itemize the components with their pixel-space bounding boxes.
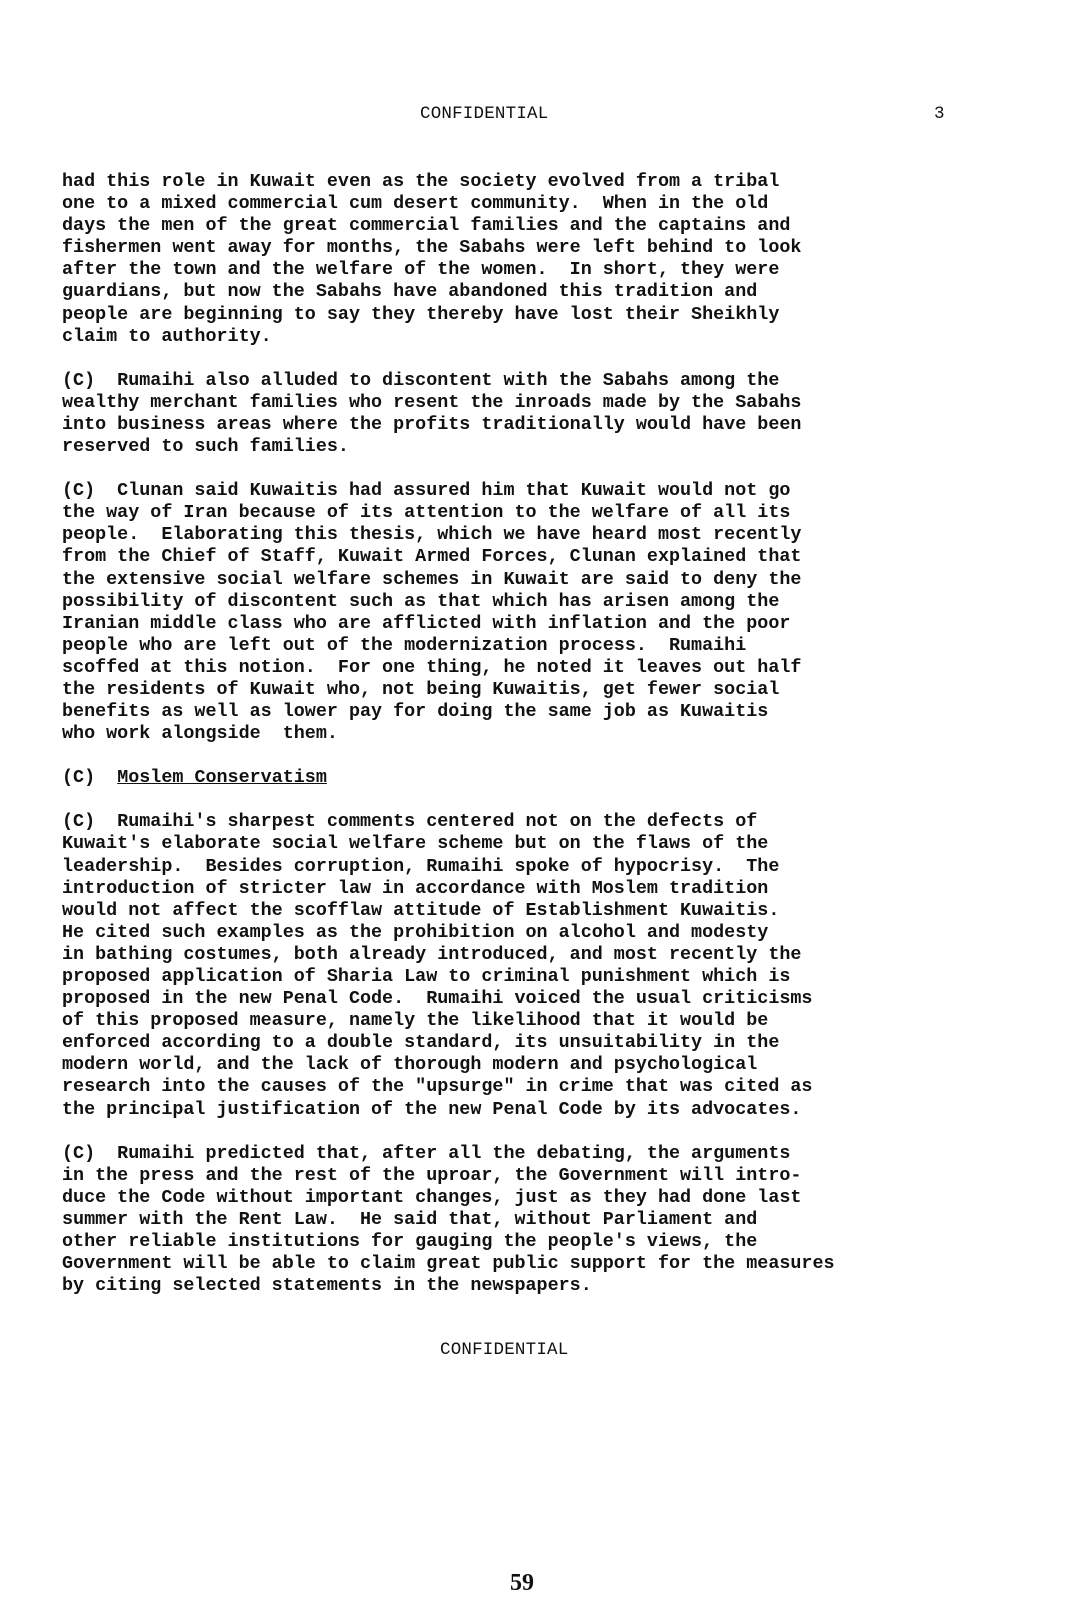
text-line: benefits as well as lower pay for doing the same job as Kuwaitis bbox=[62, 701, 769, 723]
text-line: (C) Rumaihi also alluded to discontent with the Sabahs among the bbox=[62, 369, 780, 391]
text-line: of this proposed measure, namely the likelihood that it would be bbox=[62, 1010, 769, 1032]
heading-title: Moslem Conservatism bbox=[117, 767, 327, 789]
text-line: the residents of Kuwait who, not being Kuwaitis, get fewer social bbox=[62, 678, 780, 700]
text-line: other reliable institutions for gauging the people's views, the bbox=[62, 1231, 758, 1253]
text-line: proposed application of Sharia Law to criminal punishment which is bbox=[62, 966, 791, 987]
text-line: the extensive social welfare schemes in Kuwait are said to deny the bbox=[62, 568, 802, 590]
text-line: the way of Iran because of its attention to the welfare of all its bbox=[62, 502, 791, 524]
text-line: Iranian middle class who are afflicted with inflation and the poor bbox=[62, 612, 791, 634]
text-line: in bathing costumes, both already introduced, and most recently the bbox=[62, 943, 802, 965]
text-line: modern world, and the lack of thorough modern and psychological bbox=[62, 1054, 758, 1076]
text-line: (C) Rumaihi's sharpest comments centered not on the defects of bbox=[62, 811, 758, 833]
section-heading bbox=[62, 767, 1062, 789]
text-line: He cited such examples as the prohibition on alcohol and modesty bbox=[62, 921, 769, 943]
footer-page-number: 59 bbox=[510, 1570, 534, 1596]
text-line: people who are left out of the modernization process. Rumaihi bbox=[62, 634, 747, 656]
paragraph bbox=[62, 480, 1062, 745]
text-line: days the men of the great commercial families and the captains and bbox=[62, 215, 791, 237]
text-line: claim to authority. bbox=[62, 325, 272, 347]
text-line: one to a mixed commercial cum desert community. When in the old bbox=[62, 193, 769, 215]
paragraph bbox=[62, 171, 1062, 348]
text-line: scoffed at this notion. For one thing, he noted it leaves out half bbox=[62, 656, 802, 678]
text-line: introduction of stricter law in accordance with Moslem tradition bbox=[62, 877, 769, 899]
heading-line bbox=[62, 767, 1062, 789]
footer-classification: CONFIDENTIAL bbox=[440, 1340, 569, 1360]
paragraph bbox=[62, 811, 1062, 1120]
header-classification: CONFIDENTIAL bbox=[420, 104, 549, 124]
document-body bbox=[62, 171, 1062, 1319]
text-line: (C) Rumaihi predicted that, after all the debating, the arguments bbox=[62, 1142, 791, 1164]
text-line: summer with the Rent Law. He said that, without Parliament and bbox=[62, 1208, 758, 1230]
text-line: guardians, but now the Sabahs have abandoned this tradition and bbox=[62, 281, 758, 303]
text-line: in the press and the rest of the uproar, the Government will intro- bbox=[62, 1164, 802, 1186]
paragraph bbox=[62, 1143, 1062, 1298]
text-line: from the Chief of Staff, Kuwait Armed Forces, Clunan explained that bbox=[62, 546, 802, 568]
text-line: (C) Clunan said Kuwaitis had assured him that Kuwait would not go bbox=[62, 480, 791, 502]
text-line: fishermen went away for months, the Sabahs were left behind to look bbox=[62, 237, 802, 259]
text-line: enforced according to a double standard, its unsuitability in the bbox=[62, 1032, 780, 1054]
text-line: research into the causes of the "upsurge" in crime that was cited as bbox=[62, 1076, 813, 1098]
text-line: Government will be able to claim great public support for the measures bbox=[62, 1253, 835, 1275]
text-line: reserved to such families. bbox=[62, 436, 349, 458]
text-line: proposed in the new Penal Code. Rumaihi voiced the usual criticisms bbox=[62, 988, 813, 1010]
text-line: leadership. Besides corruption, Rumaihi spoke of hypocrisy. The bbox=[62, 855, 780, 877]
text-line: possibility of discontent such as that which has arisen among the bbox=[62, 590, 780, 612]
text-line: people. Elaborating this thesis, which we have heard most recently bbox=[62, 524, 802, 546]
heading-prefix: (C) bbox=[62, 767, 118, 789]
text-line: people are beginning to say they thereby have lost their Sheikhly bbox=[62, 303, 780, 325]
text-line: by citing selected statements in the newspapers. bbox=[62, 1275, 592, 1297]
text-line: Kuwait's elaborate social welfare scheme but on the flaws of the bbox=[62, 833, 769, 855]
text-line: the principal justification of the new Penal Code by its advocates. bbox=[62, 1098, 802, 1120]
text-line: would not affect the scofflaw attitude of Establishment Kuwaitis. bbox=[62, 899, 780, 921]
paragraph bbox=[62, 370, 1062, 458]
text-line: had this role in Kuwait even as the society evolved from a tribal bbox=[62, 171, 780, 192]
text-line: duce the Code without important changes, just as they had done last bbox=[62, 1186, 802, 1208]
text-line: wealthy merchant families who resent the inroads made by the Sabahs bbox=[62, 391, 802, 413]
text-line: into business areas where the profits traditionally would have been bbox=[62, 413, 802, 435]
text-line: after the town and the welfare of the women. In short, they were bbox=[62, 259, 780, 281]
header-page-number: 3 bbox=[934, 104, 945, 124]
text-line: who work alongside them. bbox=[62, 723, 338, 745]
